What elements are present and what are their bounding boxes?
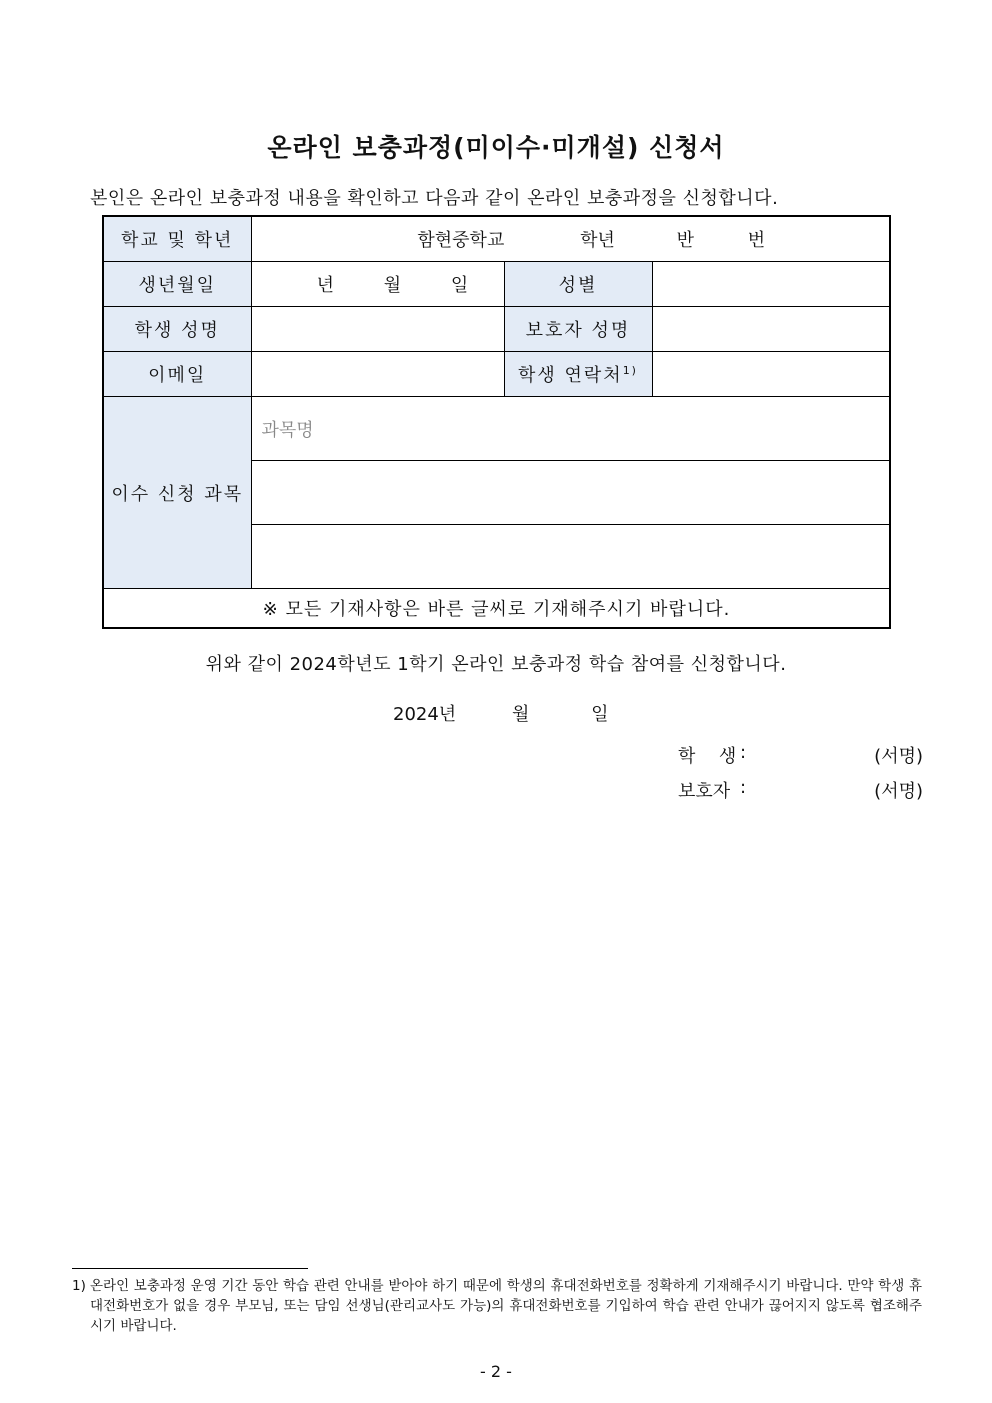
birth-field[interactable] [251, 262, 504, 307]
birth-month-unit: 월 [383, 275, 402, 296]
note-row [103, 589, 890, 629]
school-label: 학교 및 학년 [103, 216, 251, 262]
gender-field[interactable] [652, 262, 890, 307]
guardian-name-label: 보호자 성명 [504, 307, 652, 352]
application-date [393, 700, 608, 726]
birth-day-unit: 일 [450, 275, 469, 296]
student-signature-mark: (서명) [874, 746, 923, 767]
contact-label: 학생 연락처 [518, 365, 623, 386]
contact-field[interactable] [652, 352, 890, 397]
student-name-label: 학생 성명 [103, 307, 251, 352]
guardian-signature-label: 보호자 [678, 781, 731, 802]
subject-row-1 [103, 397, 890, 461]
student-signature-label: 학 생 [678, 746, 741, 767]
contact-footnote-mark: 1) [622, 364, 638, 377]
name-row [103, 307, 890, 352]
school-name: 함현중학교 [417, 230, 505, 251]
declaration-text: 위와 같이 2024학년도 1학기 온라인 보충과정 학습 참여를 신청합니다. [205, 654, 787, 675]
date-month: 월 [511, 704, 530, 725]
school-field[interactable] [251, 216, 890, 262]
contact-label-cell [504, 352, 652, 397]
gender-label: 성별 [504, 262, 652, 307]
application-form-table [102, 215, 891, 629]
school-row [103, 216, 890, 262]
subject-field-1[interactable]: 과목명 [251, 397, 890, 461]
intro-text: 본인은 온라인 보충과정 내용을 확인하고 다음과 같이 온라인 보충과정을 신청합니다. [90, 188, 779, 209]
date-year: 2024년 [393, 704, 457, 725]
grade-unit: 학년 [580, 230, 615, 251]
student-signature-colon: : [740, 742, 747, 763]
subject-field-3[interactable] [251, 525, 890, 589]
guardian-signature-mark: (서명) [874, 781, 923, 802]
footnote-number: 1) [72, 1278, 86, 1294]
footnote [72, 1276, 922, 1336]
birth-year-unit: 년 [316, 275, 335, 296]
subject-field-2[interactable] [251, 461, 890, 525]
form-note: ※ 모든 기재사항은 바른 글씨로 기재해주시기 바랍니다. [103, 589, 890, 629]
subject-label: 이수 신청 과목 [103, 397, 251, 589]
student-name-field[interactable] [251, 307, 504, 352]
page-number: - 2 - [480, 1362, 512, 1381]
email-field[interactable] [251, 352, 504, 397]
number-unit: 번 [747, 230, 766, 251]
guardian-name-field[interactable] [652, 307, 890, 352]
date-day: 일 [591, 704, 609, 725]
footnote-text: 온라인 보충과정 운영 기간 동안 학습 관련 안내를 받아야 하기 때문에 학생의 휴대전화번호를 정확하게 기재해주시기 바랍니다. 만약 학생 휴대전화번호가 없을 경우 부모님, 또는 담임 선생님(관리교사도 가능)의 휴대전화번호를 기입하여 학습 관련 안내가 끊어지지 않도록 협조해주시기 바랍니다. [90, 1278, 922, 1334]
birth-label: 생년월일 [103, 262, 251, 307]
email-label: 이메일 [103, 352, 251, 397]
guardian-signature-colon: : [740, 777, 747, 798]
document-title: 온라인 보충과정(미이수·미개설) 신청서 [267, 133, 725, 162]
class-unit: 반 [676, 230, 694, 251]
birth-row [103, 262, 890, 307]
contact-row [103, 352, 890, 397]
footnote-divider [72, 1268, 308, 1269]
